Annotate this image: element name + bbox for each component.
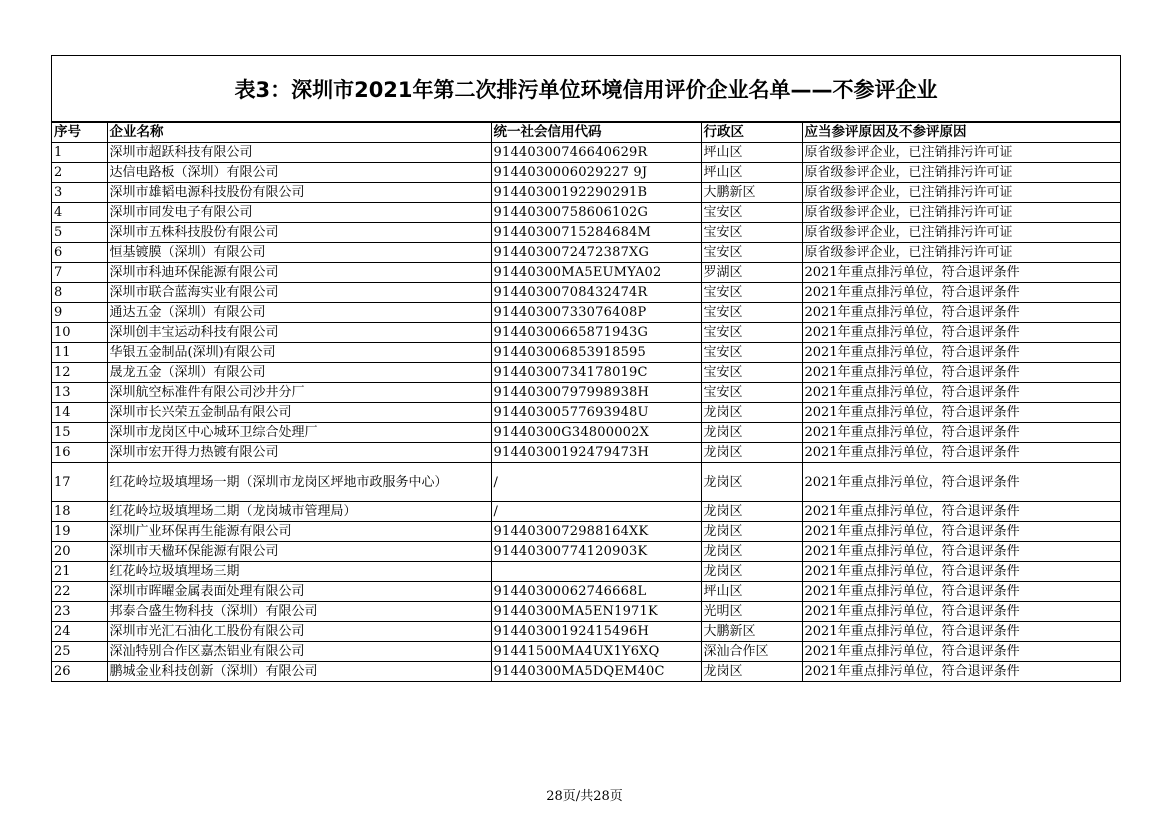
cell-enterprise-name: 深圳市龙岗区中心城环卫综合处理厂 — [107, 423, 491, 443]
cell-reason: 2021年重点排污单位，符合退评条件 — [802, 542, 1120, 562]
cell-district: 龙岗区 — [701, 522, 802, 542]
cell-index: 24 — [52, 622, 107, 642]
table-row — [52, 542, 1120, 562]
cell-credit-code: 91440300192479473H — [491, 443, 701, 463]
table-row — [52, 363, 1120, 383]
cell-index: 10 — [52, 323, 107, 343]
cell-enterprise-name: 深圳市天楹环保能源有限公司 — [107, 542, 491, 562]
cell-reason: 原省级参评企业，已注销排污许可证 — [802, 163, 1120, 183]
cell-index: 16 — [52, 443, 107, 463]
cell-credit-code: 9144030006029227 9J — [491, 163, 701, 183]
cell-district: 深汕合作区 — [701, 642, 802, 662]
cell-index: 17 — [52, 463, 107, 502]
table-row — [52, 303, 1120, 323]
cell-enterprise-name: 红花岭垃圾填埋场二期（龙岗城市管理局） — [107, 502, 491, 522]
cell-reason: 2021年重点排污单位，符合退评条件 — [802, 383, 1120, 403]
cell-reason: 2021年重点排污单位，符合退评条件 — [802, 562, 1120, 582]
cell-reason: 2021年重点排污单位，符合退评条件 — [802, 642, 1120, 662]
cell-enterprise-name: 邦泰合盛生物科技（深圳）有限公司 — [107, 602, 491, 622]
column-header-credit-code: 统一社会信用代码 — [491, 123, 701, 143]
cell-enterprise-name: 深圳广业环保再生能源有限公司 — [107, 522, 491, 542]
table-row — [52, 622, 1120, 642]
cell-reason: 2021年重点排污单位，符合退评条件 — [802, 263, 1120, 283]
cell-enterprise-name: 深圳市光汇石油化工股份有限公司 — [107, 622, 491, 642]
cell-district: 宝安区 — [701, 283, 802, 303]
cell-index: 14 — [52, 403, 107, 423]
column-header-reason: 应当参评原因及不参评原因 — [802, 123, 1120, 143]
cell-district: 龙岗区 — [701, 443, 802, 463]
cell-district: 宝安区 — [701, 343, 802, 363]
cell-credit-code: / — [491, 502, 701, 522]
cell-reason: 2021年重点排污单位，符合退评条件 — [802, 502, 1120, 522]
cell-enterprise-name: 通达五金（深圳）有限公司 — [107, 303, 491, 323]
cell-enterprise-name: 深圳市同发电子有限公司 — [107, 203, 491, 223]
cell-enterprise-name: 深圳市雄韬电源科技股份有限公司 — [107, 183, 491, 203]
cell-enterprise-name: 恒基镀膜（深圳）有限公司 — [107, 243, 491, 263]
cell-credit-code: 9144030072472387XG — [491, 243, 701, 263]
table-row — [52, 403, 1120, 423]
cell-district: 龙岗区 — [701, 403, 802, 423]
cell-credit-code: 91440300MA5EN1971K — [491, 602, 701, 622]
cell-credit-code: 91440300734178019C — [491, 363, 701, 383]
cell-index: 9 — [52, 303, 107, 323]
cell-credit-code: 91440300715284684M — [491, 223, 701, 243]
cell-index: 3 — [52, 183, 107, 203]
cell-credit-code: 91440300733076408P — [491, 303, 701, 323]
cell-district: 宝安区 — [701, 383, 802, 403]
table-row — [52, 522, 1120, 542]
cell-index: 21 — [52, 562, 107, 582]
cell-district: 宝安区 — [701, 223, 802, 243]
cell-district: 龙岗区 — [701, 502, 802, 522]
cell-reason: 2021年重点排污单位，符合退评条件 — [802, 323, 1120, 343]
table-row — [52, 463, 1120, 502]
cell-credit-code: 91440300MA5EUMYA02 — [491, 263, 701, 283]
cell-index: 19 — [52, 522, 107, 542]
table-row — [52, 562, 1120, 582]
cell-district: 龙岗区 — [701, 423, 802, 443]
cell-district: 龙岗区 — [701, 463, 802, 502]
cell-enterprise-name: 深圳市宏开得力热镀有限公司 — [107, 443, 491, 463]
cell-district: 龙岗区 — [701, 562, 802, 582]
cell-index: 8 — [52, 283, 107, 303]
cell-district: 大鹏新区 — [701, 622, 802, 642]
table-row — [52, 263, 1120, 283]
cell-index: 11 — [52, 343, 107, 363]
table-body — [52, 143, 1120, 682]
cell-index: 12 — [52, 363, 107, 383]
cell-index: 22 — [52, 582, 107, 602]
cell-enterprise-name: 深圳市超跃科技有限公司 — [107, 143, 491, 163]
cell-credit-code: 9144030072988164XK — [491, 522, 701, 542]
cell-credit-code: 91440300192290291B — [491, 183, 701, 203]
table-row — [52, 183, 1120, 203]
cell-credit-code — [491, 562, 701, 582]
cell-district: 龙岗区 — [701, 542, 802, 562]
column-header-index: 序号 — [52, 123, 107, 143]
cell-reason: 2021年重点排污单位，符合退评条件 — [802, 522, 1120, 542]
cell-reason: 2021年重点排污单位，符合退评条件 — [802, 403, 1120, 423]
table-row — [52, 642, 1120, 662]
cell-index: 20 — [52, 542, 107, 562]
cell-enterprise-name: 鹏城金业科技创新（深圳）有限公司 — [107, 662, 491, 682]
cell-reason: 2021年重点排污单位，符合退评条件 — [802, 602, 1120, 622]
cell-index: 4 — [52, 203, 107, 223]
cell-credit-code: 91440300577693948U — [491, 403, 701, 423]
table-row — [52, 443, 1120, 463]
cell-district: 坪山区 — [701, 143, 802, 163]
table-row — [52, 143, 1120, 163]
cell-index: 2 — [52, 163, 107, 183]
table-row — [52, 203, 1120, 223]
cell-reason: 原省级参评企业，已注销排污许可证 — [802, 203, 1120, 223]
cell-credit-code: 91440300758606102G — [491, 203, 701, 223]
cell-enterprise-name: 深圳市科迪环保能源有限公司 — [107, 263, 491, 283]
cell-credit-code: 91440300665871943G — [491, 323, 701, 343]
cell-credit-code: 91440300062746668L — [491, 582, 701, 602]
cell-index: 23 — [52, 602, 107, 622]
cell-enterprise-name: 华银五金制品(深圳)有限公司 — [107, 343, 491, 363]
cell-credit-code: / — [491, 463, 701, 502]
cell-district: 龙岗区 — [701, 662, 802, 682]
cell-index: 15 — [52, 423, 107, 443]
cell-credit-code: 91440300746640629R — [491, 143, 701, 163]
cell-enterprise-name: 深圳航空标准件有限公司沙井分厂 — [107, 383, 491, 403]
cell-index: 13 — [52, 383, 107, 403]
cell-credit-code: 91440300708432474R — [491, 283, 701, 303]
cell-reason: 原省级参评企业，已注销排污许可证 — [802, 223, 1120, 243]
table-row — [52, 502, 1120, 522]
page-footer: 28页/共28页 — [546, 789, 623, 804]
cell-credit-code: 91440300797998938H — [491, 383, 701, 403]
table-row — [52, 602, 1120, 622]
cell-index: 6 — [52, 243, 107, 263]
cell-enterprise-name: 深圳市联合蓝海实业有限公司 — [107, 283, 491, 303]
table-row — [52, 383, 1120, 403]
page-title: 表3：深圳市2021年第二次排污单位环境信用评价企业名单——不参评企业 — [52, 56, 1120, 122]
cell-district: 坪山区 — [701, 163, 802, 183]
cell-reason: 2021年重点排污单位，符合退评条件 — [802, 662, 1120, 682]
cell-index: 18 — [52, 502, 107, 522]
cell-index: 7 — [52, 263, 107, 283]
cell-index: 25 — [52, 642, 107, 662]
cell-enterprise-name: 深圳创丰宝运动科技有限公司 — [107, 323, 491, 343]
cell-reason: 2021年重点排污单位，符合退评条件 — [802, 303, 1120, 323]
cell-credit-code: 91440300G34800002X — [491, 423, 701, 443]
cell-enterprise-name: 红花岭垃圾填埋场一期（深圳市龙岗区坪地市政服务中心） — [107, 463, 491, 502]
cell-credit-code: 91440300774120903K — [491, 542, 701, 562]
cell-credit-code: 91441500MA4UX1Y6XQ — [491, 642, 701, 662]
column-header-district: 行政区 — [701, 123, 802, 143]
cell-reason: 2021年重点排污单位，符合退评条件 — [802, 582, 1120, 602]
cell-reason: 2021年重点排污单位，符合退评条件 — [802, 363, 1120, 383]
cell-index: 26 — [52, 662, 107, 682]
cell-reason: 2021年重点排污单位，符合退评条件 — [802, 343, 1120, 363]
table-row — [52, 423, 1120, 443]
cell-enterprise-name: 深圳市晖曜金属表面处理有限公司 — [107, 582, 491, 602]
cell-enterprise-name: 达信电路板（深圳）有限公司 — [107, 163, 491, 183]
cell-district: 宝安区 — [701, 203, 802, 223]
cell-index: 5 — [52, 223, 107, 243]
cell-district: 光明区 — [701, 602, 802, 622]
cell-reason: 2021年重点排污单位，符合退评条件 — [802, 622, 1120, 642]
cell-enterprise-name: 深圳市五株科技股份有限公司 — [107, 223, 491, 243]
cell-district: 大鹏新区 — [701, 183, 802, 203]
table-row — [52, 163, 1120, 183]
table-row — [52, 662, 1120, 682]
table-row — [52, 323, 1120, 343]
cell-district: 坪山区 — [701, 582, 802, 602]
document-frame — [51, 55, 1121, 682]
cell-reason: 2021年重点排污单位，符合退评条件 — [802, 283, 1120, 303]
cell-reason: 2021年重点排污单位，符合退评条件 — [802, 423, 1120, 443]
table-row — [52, 243, 1120, 263]
table-header-row — [52, 123, 1120, 143]
cell-enterprise-name: 深圳市长兴荣五金制品有限公司 — [107, 403, 491, 423]
cell-reason: 原省级参评企业，已注销排污许可证 — [802, 243, 1120, 263]
cell-credit-code: 914403006853918595 — [491, 343, 701, 363]
cell-reason: 原省级参评企业，已注销排污许可证 — [802, 183, 1120, 203]
cell-credit-code: 91440300MA5DQEM40C — [491, 662, 701, 682]
cell-district: 宝安区 — [701, 303, 802, 323]
cell-reason: 原省级参评企业，已注销排污许可证 — [802, 143, 1120, 163]
column-header-name: 企业名称 — [107, 123, 491, 143]
cell-credit-code: 91440300192415496H — [491, 622, 701, 642]
cell-enterprise-name: 晟龙五金（深圳）有限公司 — [107, 363, 491, 383]
cell-district: 宝安区 — [701, 363, 802, 383]
cell-enterprise-name: 深汕特别合作区嘉杰铝业有限公司 — [107, 642, 491, 662]
cell-reason: 2021年重点排污单位，符合退评条件 — [802, 443, 1120, 463]
table-row — [52, 582, 1120, 602]
table-row — [52, 343, 1120, 363]
cell-district: 宝安区 — [701, 243, 802, 263]
cell-reason: 2021年重点排污单位，符合退评条件 — [802, 463, 1120, 502]
table-row — [52, 223, 1120, 243]
table-row — [52, 283, 1120, 303]
cell-enterprise-name: 红花岭垃圾填埋场三期 — [107, 562, 491, 582]
cell-district: 罗湖区 — [701, 263, 802, 283]
enterprise-table — [52, 122, 1120, 681]
cell-index: 1 — [52, 143, 107, 163]
cell-district: 宝安区 — [701, 323, 802, 343]
